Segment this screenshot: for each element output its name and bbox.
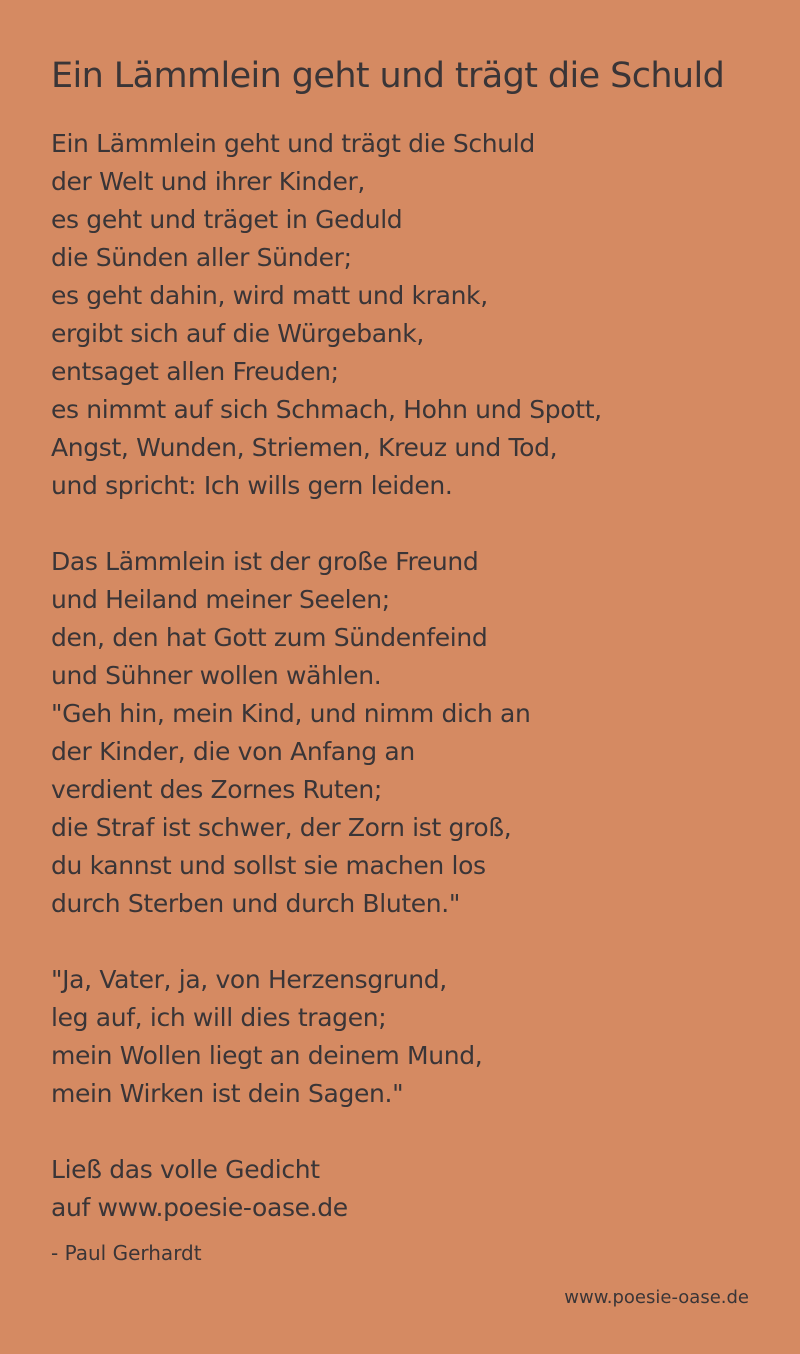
poem-line: Angst, Wunden, Striemen, Kreuz und Tod, — [51, 433, 558, 462]
poem-stanza-3 — [51, 961, 482, 1113]
poem-line: es nimmt auf sich Schmach, Hohn und Spott, — [51, 395, 602, 424]
poem-line: "Geh hin, mein Kind, und nimm dich an — [51, 699, 531, 728]
site-watermark: www.poesie-oase.de — [564, 1287, 749, 1308]
poem-line: Ein Lämmlein geht und trägt die Schuld — [51, 129, 535, 158]
poem-line: der Kinder, die von Anfang an — [51, 737, 415, 766]
poem-title: Ein Lämmlein geht und trägt die Schuld — [51, 56, 725, 96]
poem-line: du kannst und sollst sie machen los — [51, 851, 486, 880]
poem-line: und Heiland meiner Seelen; — [51, 585, 390, 614]
poem-line: den, den hat Gott zum Sündenfeind — [51, 623, 488, 652]
read-more-line: Ließ das volle Gedicht — [51, 1155, 320, 1184]
poem-line: es geht und träget in Geduld — [51, 205, 403, 234]
poem-line: und spricht: Ich wills gern leiden. — [51, 471, 453, 500]
poem-line: die Straf ist schwer, der Zorn ist groß, — [51, 813, 512, 842]
poem-line: mein Wirken ist dein Sagen." — [51, 1079, 404, 1108]
poem-line: die Sünden aller Sünder; — [51, 243, 352, 272]
poem-line: es geht dahin, wird matt und krank, — [51, 281, 488, 310]
poem-line: leg auf, ich will dies tragen; — [51, 1003, 387, 1032]
poem-line: entsaget allen Freuden; — [51, 357, 339, 386]
read-more-line: auf www.poesie-oase.de — [51, 1193, 348, 1222]
poem-line: durch Sterben und durch Bluten." — [51, 889, 461, 918]
poem-line: und Sühner wollen wählen. — [51, 661, 382, 690]
poem-line: Das Lämmlein ist der große Freund — [51, 547, 479, 576]
read-more-note — [51, 1151, 348, 1227]
poem-line: ergibt sich auf die Würgebank, — [51, 319, 424, 348]
poem-stanza-1 — [51, 125, 602, 505]
poem-line: "Ja, Vater, ja, von Herzensgrund, — [51, 965, 447, 994]
poem-author: - Paul Gerhardt — [51, 1241, 202, 1265]
poem-stanza-2 — [51, 543, 531, 923]
poem-line: mein Wollen liegt an deinem Mund, — [51, 1041, 483, 1070]
poem-line: der Welt und ihrer Kinder, — [51, 167, 365, 196]
poem-line: verdient des Zornes Ruten; — [51, 775, 382, 804]
